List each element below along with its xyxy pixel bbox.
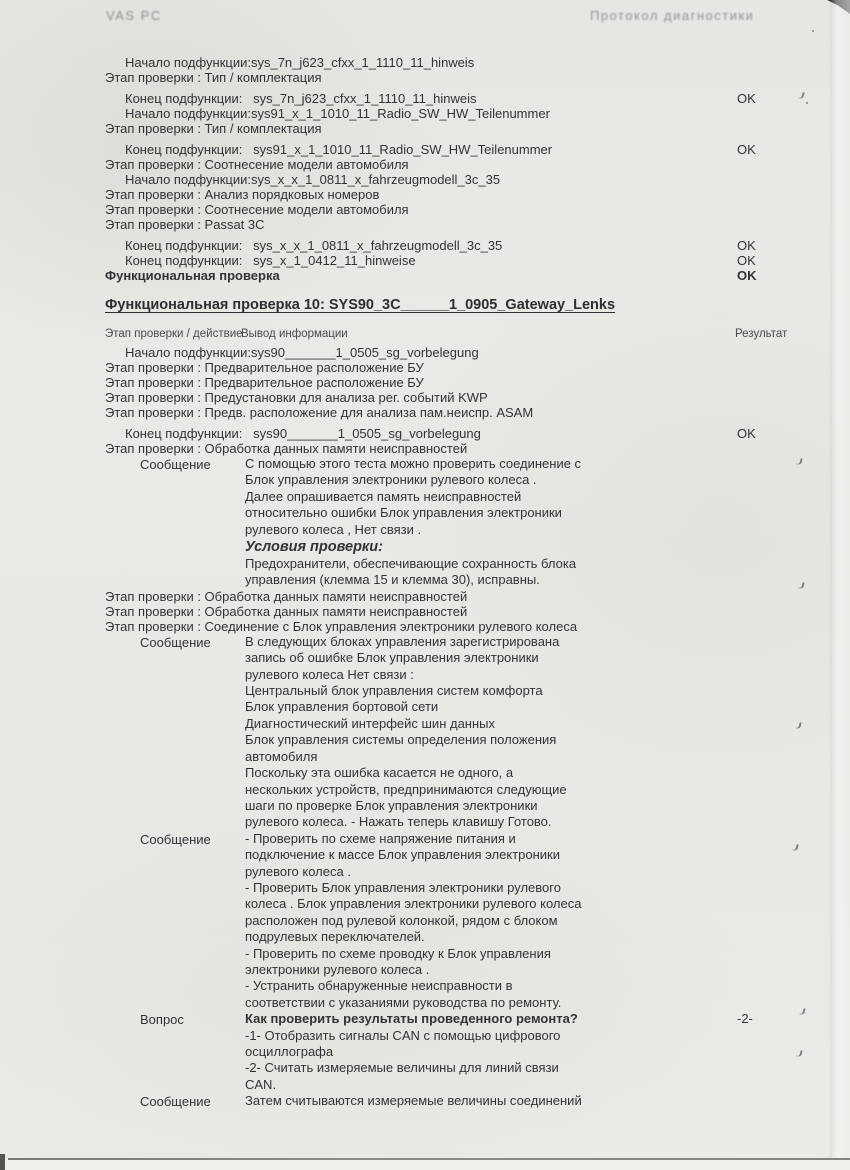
message-label: Сообщение	[140, 1094, 211, 1110]
protocol-row	[0, 604, 850, 619]
protocol-row-text: Функциональная проверка	[105, 268, 280, 283]
scan-speck	[812, 30, 814, 32]
message-line: запись об ошибке Блок управления электроники	[245, 650, 539, 666]
message-label: Сообщение	[140, 634, 211, 650]
message-row	[0, 456, 850, 589]
protocol-row-text: Этап проверки : Соотнесение модели автомобиля	[105, 202, 409, 217]
protocol-row-text: Начало подфункции:sys90_______1_0505_sg_vorbelegung	[125, 345, 479, 360]
protocol-row	[0, 142, 850, 157]
message-body	[245, 1011, 685, 1093]
protocol-row-text: Начало подфункции:sys_7n_j623_cfxx_1_1110_11_hinweis	[125, 55, 475, 70]
protocol-content	[0, 55, 850, 1110]
function-check-heading: Функциональная проверка 10: SYS90_3C______1_0905_Gateway_Lenks	[105, 297, 616, 313]
protocol-row	[0, 405, 850, 420]
protocol-row-text: Этап проверки : Соединение с Блок управления электроники рулевого колеса	[105, 618, 578, 634]
page-header-document-title: Протокол диагностики	[590, 8, 755, 23]
message-line: С помощью этого теста можно проверить соединение с	[245, 456, 582, 471]
message-line: -2- Считать измеряемые величины для линий связи	[245, 1060, 559, 1076]
protocol-row-text: Этап проверки : Анализ порядковых номеров	[105, 187, 380, 202]
result-value: OK	[737, 91, 756, 106]
message-line: Диагностический интерфейс шин данных	[245, 715, 495, 731]
scan-edge-strip	[830, 0, 850, 1170]
column-headers	[0, 328, 850, 342]
protocol-row-text: Этап проверки : Предварительное расположение БУ	[105, 360, 424, 375]
message-line: CAN.	[245, 1076, 277, 1092]
protocol-row	[0, 187, 850, 202]
message-line: электроники рулевого колеса .	[245, 961, 430, 977]
message-line: Блок управления бортовой сети	[245, 699, 439, 715]
protocol-row	[0, 91, 850, 106]
protocol-row	[0, 619, 850, 634]
message-line: Предохранители, обеспечивающие сохранность блока	[245, 556, 577, 572]
protocol-row-text: Этап проверки : Предустановки для анализа рег. событий KWP	[105, 390, 488, 405]
protocol-row	[0, 360, 850, 375]
message-line: Как проверить результаты проведенного ремонта?	[245, 1011, 578, 1027]
message-line: Блок управления электроники рулевого колеса .	[245, 472, 537, 488]
message-line: рулевого колеса. - Нажать теперь клавишу Готово.	[245, 814, 552, 830]
protocol-row	[0, 238, 850, 253]
protocol-row-text: Этап проверки : Предварительное расположение БУ	[105, 375, 424, 390]
protocol-row	[0, 345, 850, 360]
protocol-row-text: Конец подфункции: sys91_x_1_1010_11_Radio_SW_HW_Teilenummer	[125, 142, 553, 157]
protocol-row-text: Конец подфункции: sys_x_x_1_0811_x_fahrzeugmodell_3c_35	[125, 238, 503, 253]
message-line: автомобиля	[245, 748, 318, 764]
protocol-row	[0, 268, 850, 283]
protocol-row	[0, 390, 850, 405]
message-line: - Проверить Блок управления электроники рулевого	[245, 879, 561, 895]
protocol-row	[0, 253, 850, 268]
protocol-row	[0, 441, 850, 456]
result-value: OK	[737, 142, 756, 157]
protocol-row	[0, 106, 850, 121]
message-line: рулевого колеса .	[245, 863, 351, 879]
protocol-row	[0, 375, 850, 390]
message-line: - Устранить обнаруженные неисправности в	[245, 978, 513, 994]
message-body	[245, 456, 685, 589]
message-line: Поскольку эта ошибка касается не одного, а	[245, 765, 514, 781]
message-line: нескольких устройств, предпринимаются следующие	[245, 781, 567, 797]
message-line: Далее опрашивается память неисправностей	[245, 488, 522, 504]
protocol-row	[0, 202, 850, 217]
scan-corner-mark	[0, 1154, 5, 1170]
protocol-row-text: Конец подфункции: sys_7n_j623_cfxx_1_1110_11_hinweis	[125, 91, 477, 106]
message-line: Центральный блок управления систем комфорта	[245, 683, 543, 699]
message-line: расположен под рулевой колонкой, рядом с блоком	[245, 912, 558, 928]
message-line: управления (клемма 15 и клемма 30), исправны.	[245, 572, 540, 588]
message-line: подключение к массе Блок управления электроники	[245, 847, 561, 863]
result-value: OK	[737, 253, 756, 268]
protocol-row-text: Этап проверки : Соотнесение модели автомобиля	[105, 157, 409, 172]
message-line: колеса . Блок управления электроники рулевого колеса	[245, 896, 582, 912]
result-value: OK	[737, 426, 756, 441]
protocol-row	[0, 55, 850, 70]
message-row	[0, 1093, 850, 1109]
message-body	[245, 634, 685, 831]
result-value: OK	[737, 238, 756, 253]
protocol-row-text: Этап проверки : Обработка данных памяти неисправностей	[105, 441, 468, 456]
protocol-row-text: Этап проверки : Предв. расположение для анализа пам.неиспр. ASAM	[105, 405, 534, 420]
result-value: OK	[737, 268, 757, 283]
scan-background-below-page	[0, 1160, 850, 1170]
protocol-row-text: Начало подфункции:sys_x_x_1_0811_x_fahrzeugmodell_3c_35	[125, 172, 501, 187]
message-line: рулевого колеса , Нет связи .	[245, 521, 422, 537]
column-header-info: Вывод информации	[241, 328, 348, 340]
message-label: Сообщение	[140, 457, 211, 472]
message-line: -1- Отобразить сигналы CAN с помощью цифрового	[245, 1027, 561, 1043]
page-header-app-title: VAS PC	[106, 8, 162, 23]
protocol-row	[0, 121, 850, 136]
column-header-step: Этап проверки / действие	[105, 328, 243, 340]
message-line: рулевого колеса Нет связи :	[245, 666, 414, 682]
protocol-row-text: Этап проверки : Тип / комплектация	[105, 121, 322, 136]
message-line: - Проверить по схеме проводку к Блок управления	[245, 945, 551, 961]
protocol-row	[0, 172, 850, 187]
protocol-row	[0, 157, 850, 172]
message-line: соответствии с указаниями руководства по ремонту.	[245, 994, 562, 1010]
protocol-row-text: Этап проверки : Обработка данных памяти неисправностей	[105, 603, 468, 619]
protocol-row-text: Этап проверки : Обработка данных памяти неисправностей	[105, 588, 468, 604]
protocol-row	[0, 589, 850, 604]
column-header-result: Результат	[735, 328, 788, 340]
message-line: подрулевых переключателей.	[245, 929, 425, 945]
protocol-section-previous	[0, 55, 850, 283]
protocol-row-text: Этап проверки : Passat 3C	[105, 217, 265, 232]
message-line: осциллографа	[245, 1044, 334, 1059]
message-line: Условия проверки:	[245, 539, 383, 556]
message-row	[0, 634, 850, 831]
message-line: Затем считываются измеряемые величины соединений	[245, 1093, 582, 1109]
protocol-row-text: Конец подфункции: sys90_______1_0505_sg_vorbelegung	[125, 426, 481, 441]
message-line: - Проверить по схеме напряжение питания и	[245, 830, 516, 846]
protocol-row	[0, 70, 850, 85]
protocol-section-function-check-10	[0, 345, 850, 1110]
message-line: Блок управления системы определения положения	[245, 732, 557, 748]
message-label: Вопрос	[140, 1012, 184, 1028]
message-line: относительно ошибки Блок управления электроники	[245, 505, 562, 521]
result-value: -2-	[737, 1011, 753, 1027]
protocol-row	[0, 426, 850, 441]
message-label: Сообщение	[140, 831, 211, 847]
protocol-row	[0, 217, 850, 232]
protocol-row-text: Конец подфункции: sys_x_1_0412_11_hinweise	[125, 253, 416, 268]
message-body	[245, 1093, 685, 1109]
message-row	[0, 831, 850, 1011]
protocol-row-text: Начало подфункции:sys91_x_1_1010_11_Radio_SW_HW_Teilenummer	[125, 106, 550, 121]
message-body	[245, 831, 685, 1011]
protocol-row-text: Этап проверки : Тип / комплектация	[105, 70, 322, 85]
message-row	[0, 1011, 850, 1093]
message-line: В следующих блоках управления зарегистрирована	[245, 633, 560, 649]
message-line: шаги по проверке Блок управления электроники	[245, 797, 538, 813]
